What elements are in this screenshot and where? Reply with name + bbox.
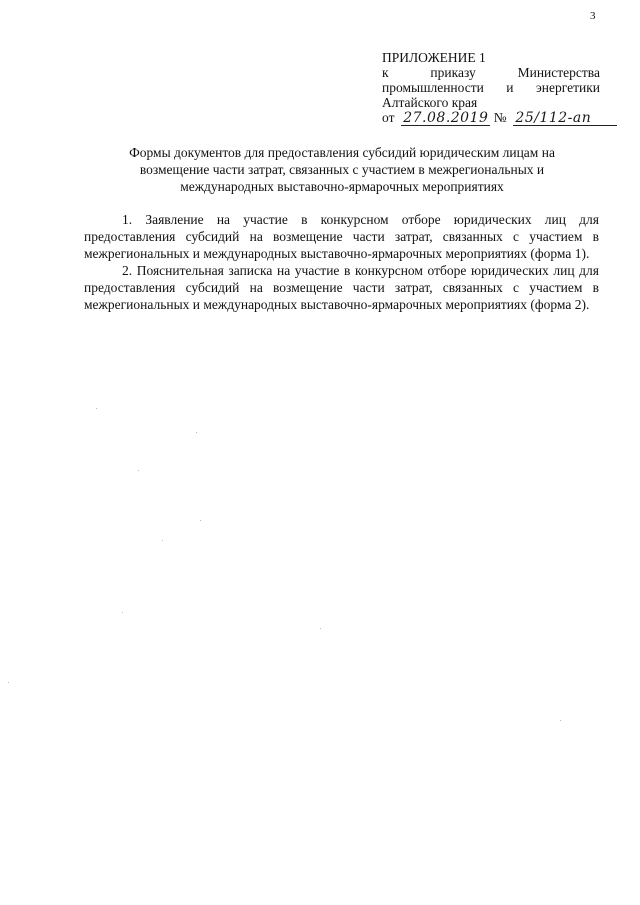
page-number: 3 xyxy=(590,10,596,22)
list-item: 1. Заявление на участие в конкурсном отборе юридических лиц для предоставления субсидий на возмещение части затрат, связанных с участием в межрегиональных и международных выставочно-ярмарочных мероприятиях (форма 1). xyxy=(84,212,599,261)
title-line-3: международных выставочно-ярмарочных мероприятиях xyxy=(180,179,504,194)
appendix-header xyxy=(382,50,600,126)
scan-speck xyxy=(138,470,139,471)
appendix-order-line: к приказу Министерства xyxy=(382,65,600,80)
date-handwritten: 27.08.2019 xyxy=(403,110,489,126)
number-handwritten: 25/112-an xyxy=(513,111,617,126)
appendix-heading: ПРИЛОЖЕНИЕ 1 xyxy=(382,50,486,65)
forms-list xyxy=(84,211,599,313)
scan-speck xyxy=(320,628,321,629)
scan-speck xyxy=(122,612,123,613)
scan-speck xyxy=(8,682,9,683)
scan-speck xyxy=(196,432,197,433)
scan-speck xyxy=(162,540,163,541)
date-prefix: от xyxy=(382,110,395,125)
appendix-date-line xyxy=(382,110,600,126)
scan-speck xyxy=(560,720,561,721)
appendix-region-line: Алтайского края xyxy=(382,95,478,110)
scan-speck xyxy=(96,408,97,409)
scan-speck xyxy=(200,520,201,521)
title-line-2: возмещение части затрат, связанных с участием в межрегиональных и xyxy=(139,162,545,177)
document-title xyxy=(82,144,602,195)
number-sign: № xyxy=(493,110,507,125)
list-item: 2. Пояснительная записка на участие в конкурсном отборе юридических лиц для предоставления субсидий на возмещение части затрат, связанных с участием в межрегиональных и международных выставочно-ярмарочных мероприятиях (форма 2). xyxy=(84,263,599,312)
title-line-1: Формы документов для предоставления субсидий юридическим лицам на xyxy=(129,145,555,160)
appendix-ministry-line: промышленности и энергетики xyxy=(382,80,600,95)
